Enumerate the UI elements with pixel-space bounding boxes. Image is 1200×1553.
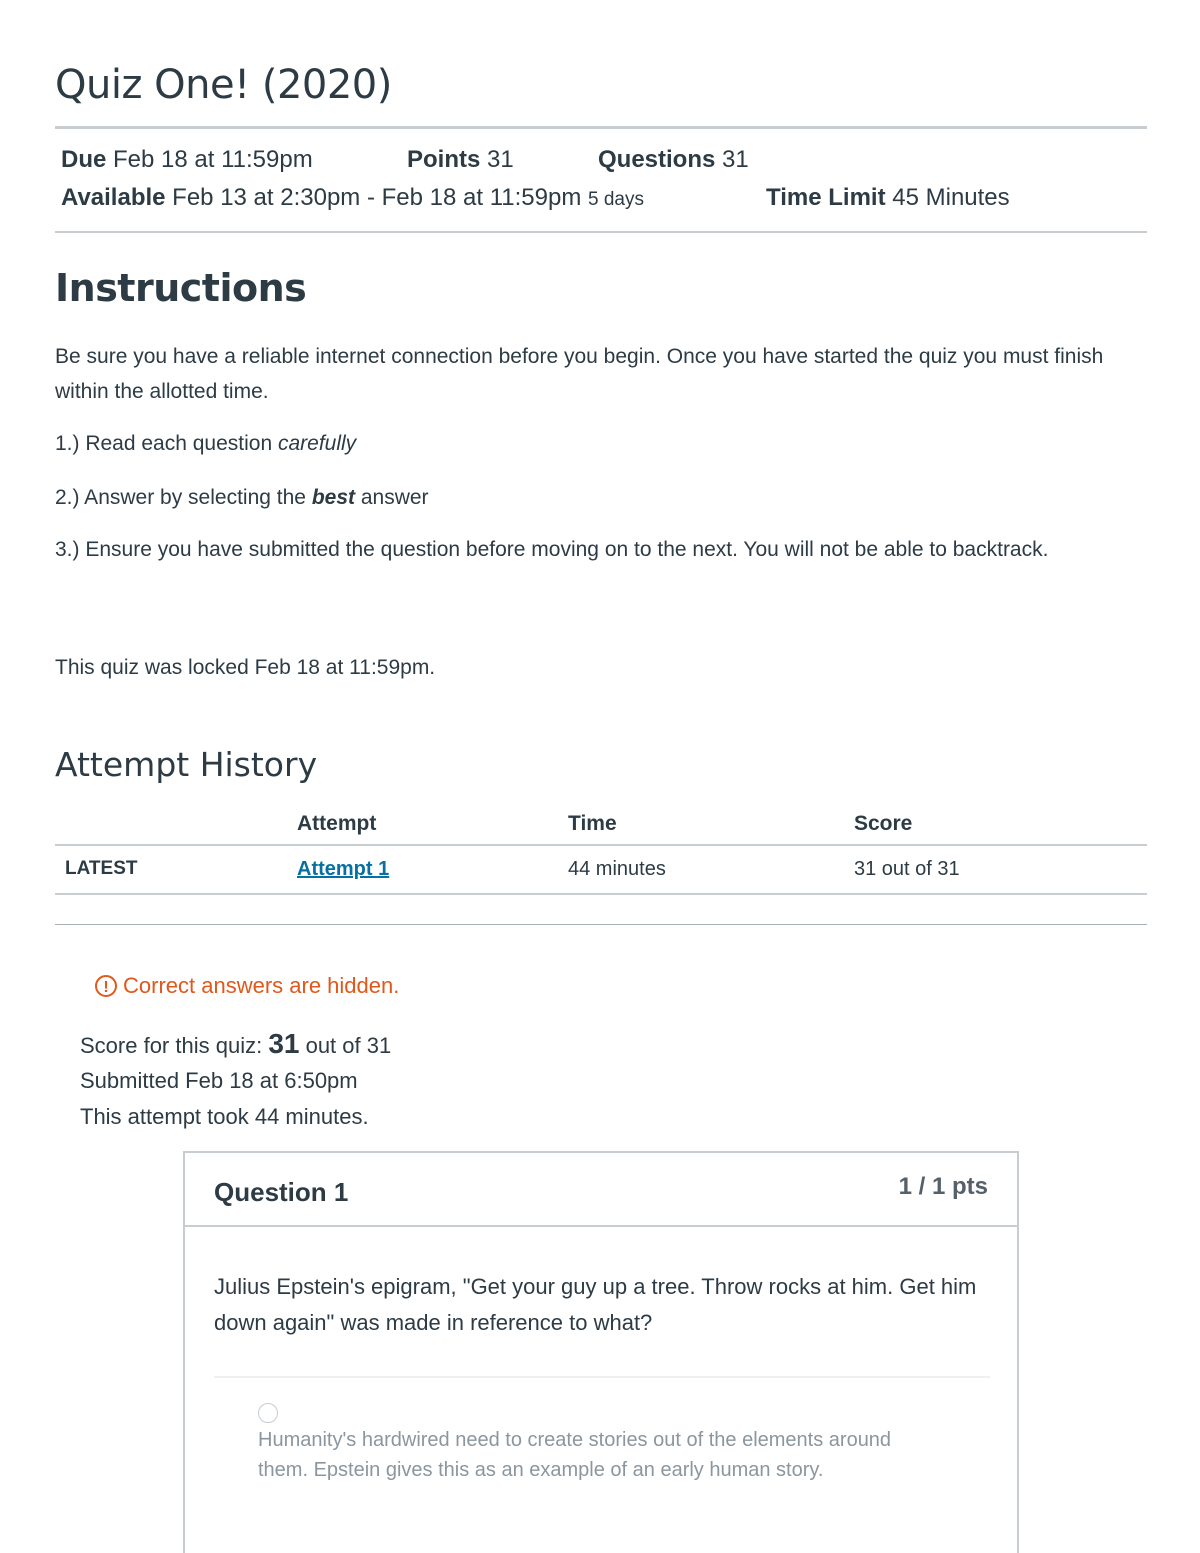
hidden-notice-text: Correct answers are hidden. — [123, 973, 400, 998]
points-value: 31 — [487, 146, 514, 173]
available-label: Available — [61, 184, 166, 211]
time-limit-label: Time Limit — [766, 184, 886, 211]
instructions-intro: Be sure you have a reliable internet connection before you begin. Once you have started the quiz you must finish within the allotted time. — [55, 345, 1104, 403]
questions-meta — [598, 146, 749, 174]
attempt-1-link[interactable]: Attempt 1 — [297, 858, 390, 880]
correct-answers-hidden-notice — [95, 973, 399, 999]
step-2-text: 2.) Answer by selecting the — [55, 486, 312, 509]
step-2-suffix: answer — [355, 486, 429, 509]
meta-divider — [55, 231, 1147, 233]
table-row-divider — [55, 893, 1147, 895]
table-header-divider — [55, 844, 1147, 846]
column-header-time: Time — [568, 812, 617, 835]
due-label: Due — [61, 146, 107, 173]
questions-value: 31 — [722, 146, 749, 173]
attempt-time: 44 minutes — [568, 858, 666, 880]
available-value: Feb 13 at 2:30pm - Feb 18 at 11:59pm — [172, 184, 582, 211]
section-divider — [55, 924, 1147, 925]
page-title: Quiz One! (2020) — [55, 62, 392, 108]
instruction-step-1 — [55, 426, 1135, 461]
question-1-card — [183, 1151, 1019, 1553]
table-row — [297, 858, 389, 881]
submitted-time: Submitted Feb 18 at 6:50pm — [80, 1068, 358, 1093]
step-1-emphasis: carefully — [277, 432, 357, 455]
quiz-meta-row-2 — [61, 184, 644, 212]
question-1-points: 1 / 1 pts — [898, 1173, 988, 1200]
step-1-text: 1.) Read each question — [55, 432, 278, 455]
warning-circle-icon: ! — [95, 975, 117, 997]
score-suffix: out of 31 — [299, 1033, 392, 1058]
column-header-attempt: Attempt — [297, 812, 377, 835]
score-value: 31 — [268, 1028, 300, 1059]
attempt-history-heading: Attempt History — [55, 745, 318, 784]
title-divider — [55, 126, 1147, 129]
instruction-step-3: 3.) Ensure you have submitted the question before moving on to the next. You will not be able to backtrack. — [55, 538, 1049, 561]
questions-label: Questions — [598, 146, 716, 173]
score-prefix: Score for this quiz: — [80, 1033, 269, 1058]
latest-badge: LATEST — [65, 858, 138, 879]
instructions-heading: Instructions — [55, 266, 307, 310]
question-1-header — [185, 1153, 1017, 1227]
quiz-score — [80, 1028, 391, 1060]
points-label: Points — [407, 146, 481, 173]
available-duration: 5 days — [587, 189, 644, 210]
question-1-text: Julius Epstein's epigram, "Get your guy up a tree. Throw rocks at him. Get him down again" was made in reference to what? — [214, 1274, 977, 1335]
time-limit-meta — [766, 184, 1010, 212]
due-value: Feb 18 at 11:59pm — [113, 146, 313, 173]
question-1-title: Question 1 — [214, 1177, 349, 1207]
answer-option-1: Humanity's hardwired need to create stories out of the elements around them. Epstein gives this as an example of an early human story. — [258, 1429, 892, 1481]
column-header-score: Score — [854, 812, 913, 835]
attempt-score: 31 out of 31 — [854, 858, 960, 880]
points-meta — [407, 146, 514, 174]
step-2-emphasis: best — [311, 486, 355, 509]
radio-icon[interactable] — [258, 1403, 278, 1423]
question-1-divider — [214, 1376, 990, 1378]
locked-notice: This quiz was locked Feb 18 at 11:59pm. — [55, 656, 436, 679]
quiz-meta-row-1 — [61, 146, 313, 174]
time-limit-value: 45 Minutes — [892, 184, 1010, 211]
attempt-duration: This attempt took 44 minutes. — [80, 1104, 369, 1129]
instruction-step-2 — [55, 480, 1135, 515]
